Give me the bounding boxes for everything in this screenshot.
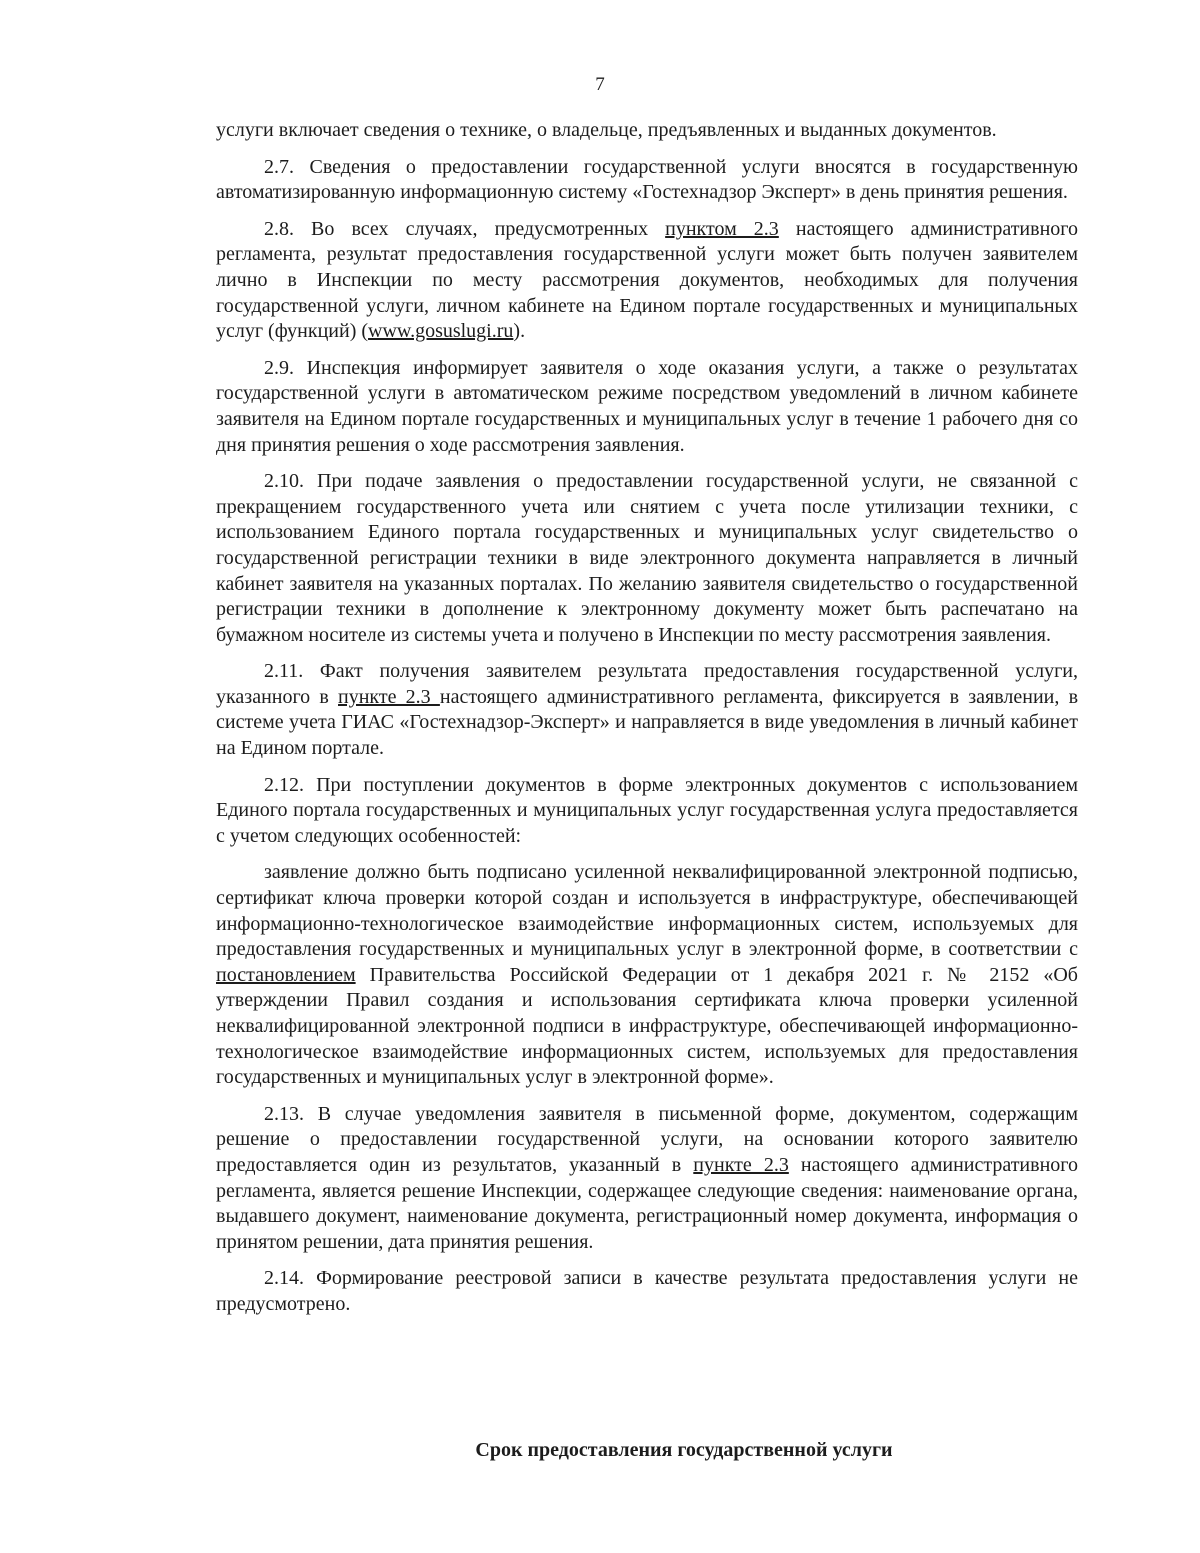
- paragraph-2-11: [216, 659, 1078, 761]
- paragraph-signature-text-b: Правительства Российской Федерации от 1 декабря 2021 г. № 2152 «Об утверждении Правил создания и использования сертификата ключа проверки усиленной неквалифицированной электронной подписи в инфраструктуре, обеспечивающей информационно-технологическое взаимодействие информационных систем, используемых для предоставления государственных и муниципальных услуг в электронной форме».: [216, 963, 1078, 1089]
- paragraph-2-8: [216, 217, 1078, 345]
- paragraph-2-12: 2.12. При поступлении документов в форме электронных документов с использованием Единого портала государственных и муниципальных услуг государственная услуга предоставляется с учетом следующих особенностей:: [216, 773, 1078, 847]
- paragraph-2-11-text-a: 2.11. Факт получения заявителем результата предоставления государственной услуги, указанного в: [216, 660, 1078, 708]
- section-heading: Срок предоставления государственной услуги: [475, 1439, 893, 1461]
- resolution-link[interactable]: постановлением: [216, 963, 356, 986]
- paragraph-2-14: 2.14. Формирование реестровой записи в качестве результата предоставления услуги не предусмотрено.: [216, 1267, 1078, 1315]
- paragraph-2-13: [216, 1102, 1078, 1256]
- clause-2-3-link[interactable]: пункте 2.3: [338, 685, 440, 708]
- clause-2-3-link[interactable]: пункте 2.3: [693, 1153, 789, 1176]
- paragraph-2-10: 2.10. При подаче заявления о предоставлении государственной услуги, не связанной с прекращением государственного учета или снятием с учета после утилизации техники, с использованием Единого портала государственных и муниципальных услуг свидетельство о государственной регистрации техники в виде электронного документа направляется в личный кабинет заявителя на указанных порталах. По желанию заявителя свидетельство о государственной регистрации техники в дополнение к электронному документу может быть распечатано на бумажном носителе из системы учета и получено в Инспекции по месту рассмотрения заявления.: [216, 470, 1078, 646]
- paragraph-2-8-text-b: настоящего административного регламента, результат предоставления государственной услуги может быть получен заявителем лично в Инспекции по месту рассмотрения документов, необходимых для получения государственной услуги, личном кабинете на Едином портале государственных и муниципальных услуг (функций) (: [216, 217, 1078, 343]
- paragraph-signature-text-a: заявление должно быть подписано усиленной неквалифицированной электронной подписью, сертификат ключа проверки которой создан и используется в инфраструктуре, обеспечивающей информационно-технологическое взаимодействие информационных систем, используемых для предоставления государственных и муниципальных услуг в электронной форме, в соответствии с: [216, 861, 1078, 961]
- paragraph-2-8-text-a: 2.8. Во всех случаях, предусмотренных: [264, 217, 666, 240]
- paragraph-2-13-text-a: 2.13. В случае уведомления заявителя в письменной форме, документом, содержащим решение о предоставлении государственной услуги, на основании которого заявителю предоставляется один из результатов, указанный в: [216, 1102, 1078, 1176]
- clause-2-3-link[interactable]: пунктом 2.3: [665, 217, 779, 240]
- gosuslugi-link[interactable]: www.gosuslugi.ru: [368, 320, 514, 343]
- paragraph-2-11-text-b: настоящего административного регламента, фиксируется в заявлении, в системе учета ГИАС «Гостехнадзор-Эксперт» и направляется в виде уведомления в личный кабинет на Едином портале.: [216, 685, 1079, 760]
- paragraph-2-9: 2.9. Инспекция информирует заявителя о ходе оказания услуги, а также о результатах государственной услуги в автоматическом режиме посредством уведомлений в личном кабинете заявителя на Едином портале государственных и муниципальных услуг в течение 1 рабочего дня со дня принятия решения о ходе рассмотрения заявления.: [216, 356, 1078, 456]
- paragraph-2-7: 2.7. Сведения о предоставлении государственной услуги вносятся в государственную автоматизированную информационную систему «Гостехнадзор Эксперт» в день принятия решения.: [216, 155, 1078, 204]
- document-body: [216, 118, 1078, 1329]
- paragraph-2-13-text-b: настоящего административного регламента, является решение Инспекции, содержащее следующие сведения: наименование органа, выдавшего документ, наименование документа, регистрационный номер документа, информация о принятом решении, дата принятия решения.: [216, 1153, 1078, 1253]
- page-number: 7: [595, 74, 605, 95]
- paragraph-2-8-text-c: ).: [513, 320, 526, 343]
- paragraph-signature-requirement: [216, 860, 1078, 1090]
- paragraph-continuation: услуги включает сведения о технике, о владельце, предъявленных и выданных документов.: [216, 119, 997, 141]
